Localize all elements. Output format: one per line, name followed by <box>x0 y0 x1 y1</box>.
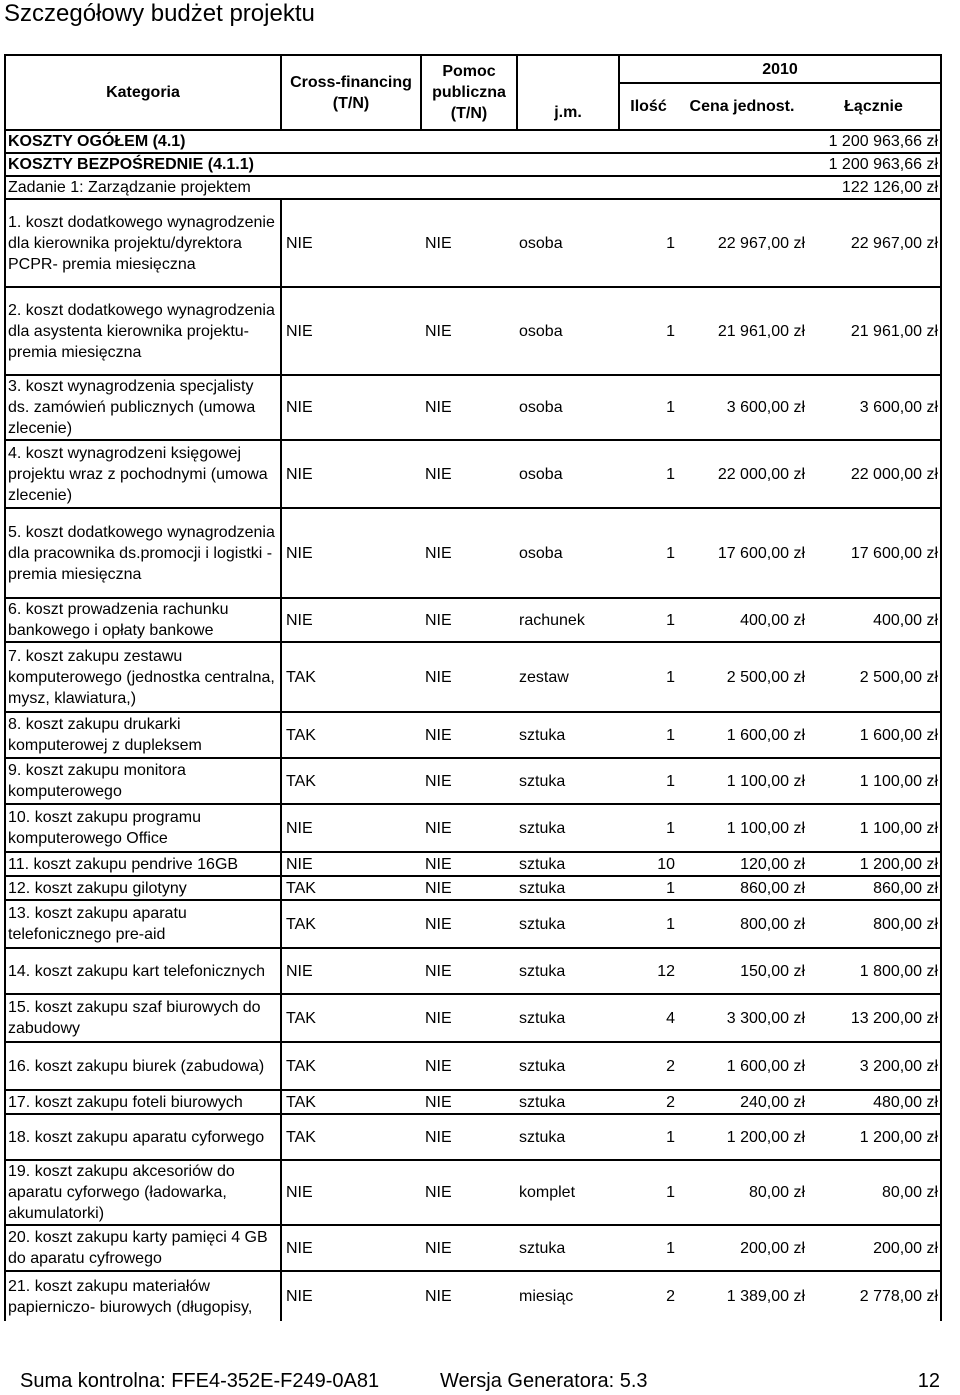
page-title: Szczegółowy budżet projektu <box>4 0 315 27</box>
item-pomoc-publiczna: NIE <box>421 508 517 598</box>
item-pomoc-publiczna: NIE <box>421 1225 517 1271</box>
item-total: 22 967,00 zł <box>807 199 941 287</box>
item-quantity: 12 <box>619 948 677 994</box>
summary-total: 122 126,00 zł <box>807 176 941 199</box>
item-cross-financing: NIE <box>281 287 421 375</box>
item-quantity: 1 <box>619 199 677 287</box>
item-category: 7. koszt zakupu zestawu komputerowego (jednostka centralna, mysz, klawiatura,) <box>5 642 281 712</box>
item-quantity: 4 <box>619 994 677 1042</box>
item-unit-price: 2 500,00 zł <box>677 642 807 712</box>
summary-row <box>5 153 941 176</box>
item-unit-price: 22 967,00 zł <box>677 199 807 287</box>
item-pomoc-publiczna: NIE <box>421 598 517 642</box>
item-cross-financing: NIE <box>281 199 421 287</box>
item-category: 18. koszt zakupu aparatu cyforwego <box>5 1114 281 1160</box>
budget-item-row <box>5 1042 941 1090</box>
budget-item-row <box>5 900 941 948</box>
item-category: 5. koszt dodatkowego wynagrodzenia dla pracownika ds.promocji i logistki - premia miesięczna <box>5 508 281 598</box>
item-quantity: 10 <box>619 852 677 876</box>
item-category: 12. koszt zakupu gilotyny <box>5 876 281 900</box>
item-total: 3 600,00 zł <box>807 375 941 440</box>
item-category: 16. koszt zakupu biurek (zabudowa) <box>5 1042 281 1090</box>
item-pomoc-publiczna: NIE <box>421 900 517 948</box>
item-cross-financing: NIE <box>281 375 421 440</box>
item-category: 2. koszt dodatkowego wynagrodzenia dla asystenta kierownika projektu- premia miesięczna <box>5 287 281 375</box>
header-cena: Cena jednost. <box>677 83 807 130</box>
budget-item-row <box>5 1114 941 1160</box>
header-row-top <box>5 55 941 83</box>
item-total: 1 200,00 zł <box>807 1114 941 1160</box>
item-cross-financing: TAK <box>281 642 421 712</box>
item-total: 80,00 zł <box>807 1160 941 1225</box>
item-pomoc-publiczna: NIE <box>421 375 517 440</box>
item-cross-financing: NIE <box>281 948 421 994</box>
item-unit-price: 22 000,00 zł <box>677 440 807 508</box>
budget-item-row <box>5 804 941 852</box>
item-cross-financing: TAK <box>281 1090 421 1114</box>
budget-table <box>4 54 942 1321</box>
item-quantity: 1 <box>619 804 677 852</box>
budget-item-row <box>5 1271 941 1321</box>
item-cross-financing: NIE <box>281 804 421 852</box>
item-cross-financing: TAK <box>281 1042 421 1090</box>
item-total: 200,00 zł <box>807 1225 941 1271</box>
item-unit-price: 3 300,00 zł <box>677 994 807 1042</box>
item-cross-financing: NIE <box>281 508 421 598</box>
item-quantity: 2 <box>619 1090 677 1114</box>
item-cross-financing: NIE <box>286 1288 313 1305</box>
budget-item-row <box>5 199 941 287</box>
item-cross-financing: TAK <box>281 900 421 948</box>
item-unit: sztuka <box>517 804 619 852</box>
item-pomoc-publiczna: NIE <box>421 758 517 804</box>
item-cross-financing: NIE <box>281 440 421 508</box>
item-category: 19. koszt zakupu akcesoriów do aparatu cyforwego (ładowarka, akumulatorki) <box>5 1160 281 1225</box>
item-quantity: 1 <box>619 508 677 598</box>
summary-label: Zadanie 1: Zarządzanie projektem <box>5 176 807 199</box>
item-total: 2 778,00 zł <box>807 1271 941 1321</box>
item-quantity: 1 <box>619 598 677 642</box>
footer-version: Wersja Generatora: 5.3 <box>440 1370 648 1392</box>
item-total: 13 200,00 zł <box>807 994 941 1042</box>
item-unit-price: 240,00 zł <box>677 1090 807 1114</box>
item-quantity: 1 <box>619 876 677 900</box>
item-quantity: 1 <box>619 375 677 440</box>
header-pomoc-publiczna: Pomoc publiczna (T/N) <box>421 55 517 130</box>
budget-item-row <box>5 852 941 876</box>
item-unit: sztuka <box>517 876 619 900</box>
budget-item-row <box>5 758 941 804</box>
item-pomoc-publiczna: NIE <box>421 1042 517 1090</box>
item-unit-price: 1 600,00 zł <box>677 712 807 758</box>
item-total: 800,00 zł <box>807 900 941 948</box>
item-quantity: 2 <box>619 1042 677 1090</box>
item-unit: zestaw <box>517 642 619 712</box>
item-unit: sztuka <box>517 948 619 994</box>
budget-item-row <box>5 1225 941 1271</box>
item-unit: sztuka <box>517 1042 619 1090</box>
item-unit-price: 800,00 zł <box>677 900 807 948</box>
item-unit: osoba <box>517 287 619 375</box>
item-total: 860,00 zł <box>807 876 941 900</box>
item-pomoc-publiczna: NIE <box>421 1090 517 1114</box>
budget-item-row <box>5 375 941 440</box>
item-cross-financing: TAK <box>281 994 421 1042</box>
item-category: 11. koszt zakupu pendrive 16GB <box>5 852 281 876</box>
item-category: 20. koszt zakupu karty pamięci 4 GB do aparatu cyfrowego <box>5 1225 281 1271</box>
item-total: 2 500,00 zł <box>807 642 941 712</box>
item-unit: sztuka <box>517 994 619 1042</box>
item-quantity: 1 <box>619 900 677 948</box>
summary-total: 1 200 963,66 zł <box>807 130 941 153</box>
item-cross-financing: TAK <box>281 758 421 804</box>
header-cross-financing: Cross-financing (T/N) <box>281 55 421 130</box>
budget-item-row <box>5 948 941 994</box>
header-jm: j.m. <box>517 55 619 130</box>
header-year: 2010 <box>619 55 941 83</box>
item-total: 400,00 zł <box>807 598 941 642</box>
item-quantity: 2 <box>666 1288 675 1305</box>
summary-label: KOSZTY BEZPOŚREDNIE (4.1.1) <box>5 153 807 176</box>
item-cross-financing: TAK <box>281 1114 421 1160</box>
item-unit: osoba <box>517 199 619 287</box>
item-pomoc-publiczna: NIE <box>421 852 517 876</box>
budget-item-row <box>5 287 941 375</box>
item-unit: miesiąc <box>519 1288 574 1305</box>
item-unit: osoba <box>517 508 619 598</box>
item-cross-financing: NIE <box>281 1225 421 1271</box>
item-total: 1 200,00 zł <box>807 852 941 876</box>
item-unit: osoba <box>517 440 619 508</box>
item-category: 6. koszt prowadzenia rachunku bankowego i opłaty bankowe <box>5 598 281 642</box>
budget-item-row <box>5 440 941 508</box>
item-unit-price: 1 100,00 zł <box>677 804 807 852</box>
item-unit: sztuka <box>517 900 619 948</box>
item-unit: rachunek <box>517 598 619 642</box>
item-pomoc-publiczna: NIE <box>421 804 517 852</box>
item-quantity: 1 <box>619 287 677 375</box>
item-total: 22 000,00 zł <box>807 440 941 508</box>
summary-label: KOSZTY OGÓŁEM (4.1) <box>5 130 807 153</box>
item-unit: komplet <box>517 1160 619 1225</box>
header-kategoria: Kategoria <box>5 55 281 130</box>
item-quantity: 1 <box>619 712 677 758</box>
item-category: 14. koszt zakupu kart telefonicznych <box>5 948 281 994</box>
item-category: 4. koszt wynagrodzeni księgowej projektu wraz z pochodnymi (umowa zlecenie) <box>5 440 281 508</box>
item-pomoc-publiczna: NIE <box>421 642 517 712</box>
item-unit-price: 17 600,00 zł <box>677 508 807 598</box>
item-unit-price: 1 389,00 zł <box>726 1288 805 1305</box>
item-unit: sztuka <box>517 1225 619 1271</box>
budget-item-row <box>5 1160 941 1225</box>
item-cross-financing: TAK <box>281 712 421 758</box>
item-unit: osoba <box>517 375 619 440</box>
item-unit: sztuka <box>517 1090 619 1114</box>
item-unit-price: 3 600,00 zł <box>677 375 807 440</box>
item-cross-financing: NIE <box>281 1160 421 1225</box>
item-category: 9. koszt zakupu monitora komputerowego <box>5 758 281 804</box>
item-category: 8. koszt zakupu drukarki komputerowej z dupleksem <box>5 712 281 758</box>
item-unit: sztuka <box>517 1114 619 1160</box>
item-total: 1 100,00 zł <box>807 758 941 804</box>
item-total: 1 100,00 zł <box>807 804 941 852</box>
item-quantity: 1 <box>619 1114 677 1160</box>
item-unit: sztuka <box>517 712 619 758</box>
item-pomoc-publiczna: NIE <box>421 1114 517 1160</box>
item-quantity: 1 <box>619 642 677 712</box>
item-unit-price: 80,00 zł <box>677 1160 807 1225</box>
item-category: 17. koszt zakupu foteli biurowych <box>5 1090 281 1114</box>
item-unit-price: 1 200,00 zł <box>677 1114 807 1160</box>
budget-item-row <box>5 1090 941 1114</box>
item-category: 10. koszt zakupu programu komputerowego Office <box>5 804 281 852</box>
budget-item-row <box>5 642 941 712</box>
item-cross-financing: NIE <box>281 598 421 642</box>
footer-checksum: Suma kontrolna: FFE4-352E-F249-0A81 <box>20 1370 380 1392</box>
item-unit-price: 120,00 zł <box>677 852 807 876</box>
item-unit-price: 21 961,00 zł <box>677 287 807 375</box>
item-quantity: 1 <box>619 1160 677 1225</box>
item-pomoc-publiczna: NIE <box>421 876 517 900</box>
budget-item-row <box>5 598 941 642</box>
item-quantity: 1 <box>619 440 677 508</box>
budget-item-row <box>5 994 941 1042</box>
item-pomoc-publiczna: NIE <box>421 948 517 994</box>
header-ilosc: Ilość <box>619 83 677 130</box>
item-total: 1 800,00 zł <box>807 948 941 994</box>
budget-item-row <box>5 876 941 900</box>
item-category: 13. koszt zakupu aparatu telefonicznego pre-aid <box>5 900 281 948</box>
item-pomoc-publiczna: NIE <box>421 994 517 1042</box>
item-unit-price: 1 600,00 zł <box>677 1042 807 1090</box>
item-unit-price: 860,00 zł <box>677 876 807 900</box>
item-pomoc-publiczna: NIE <box>421 287 517 375</box>
item-total: 21 961,00 zł <box>807 287 941 375</box>
item-category: 15. koszt zakupu szaf biurowych do zabudowy <box>5 994 281 1042</box>
item-pomoc-publiczna: NIE <box>421 712 517 758</box>
summary-row <box>5 176 941 199</box>
item-total: 1 600,00 zł <box>807 712 941 758</box>
item-category: 1. koszt dodatkowego wynagrodzenie dla kierownika projektu/dyrektora PCPR- premia miesięczna <box>5 199 281 287</box>
item-pomoc-publiczna: NIE <box>421 440 517 508</box>
item-unit-price: 400,00 zł <box>677 598 807 642</box>
summary-total: 1 200 963,66 zł <box>807 153 941 176</box>
budget-item-row <box>5 508 941 598</box>
item-cross-financing: TAK <box>281 876 421 900</box>
item-category: 3. koszt wynagrodzenia specjalisty ds. zamówień publicznych (umowa zlecenie) <box>5 375 281 440</box>
budget-item-row <box>5 712 941 758</box>
item-unit-price: 200,00 zł <box>677 1225 807 1271</box>
item-category: 21. koszt zakupu materiałów papierniczo- biurowych (długopisy, <box>5 1271 281 1321</box>
item-total: 3 200,00 zł <box>807 1042 941 1090</box>
item-pomoc-publiczna: NIE <box>421 1160 517 1225</box>
header-lacznie: Łącznie <box>807 83 941 130</box>
item-cross-financing: NIE <box>281 852 421 876</box>
item-quantity: 1 <box>619 758 677 804</box>
item-unit: sztuka <box>517 758 619 804</box>
item-total: 480,00 zł <box>807 1090 941 1114</box>
item-unit-price: 150,00 zł <box>677 948 807 994</box>
footer-page-number: 12 <box>917 1370 940 1392</box>
summary-row <box>5 130 941 153</box>
item-unit: sztuka <box>517 852 619 876</box>
item-total: 17 600,00 zł <box>807 508 941 598</box>
item-pomoc-publiczna: NIE <box>421 199 517 287</box>
item-pomoc-publiczna: NIE <box>425 1288 452 1305</box>
item-quantity: 1 <box>619 1225 677 1271</box>
item-unit-price: 1 100,00 zł <box>677 758 807 804</box>
